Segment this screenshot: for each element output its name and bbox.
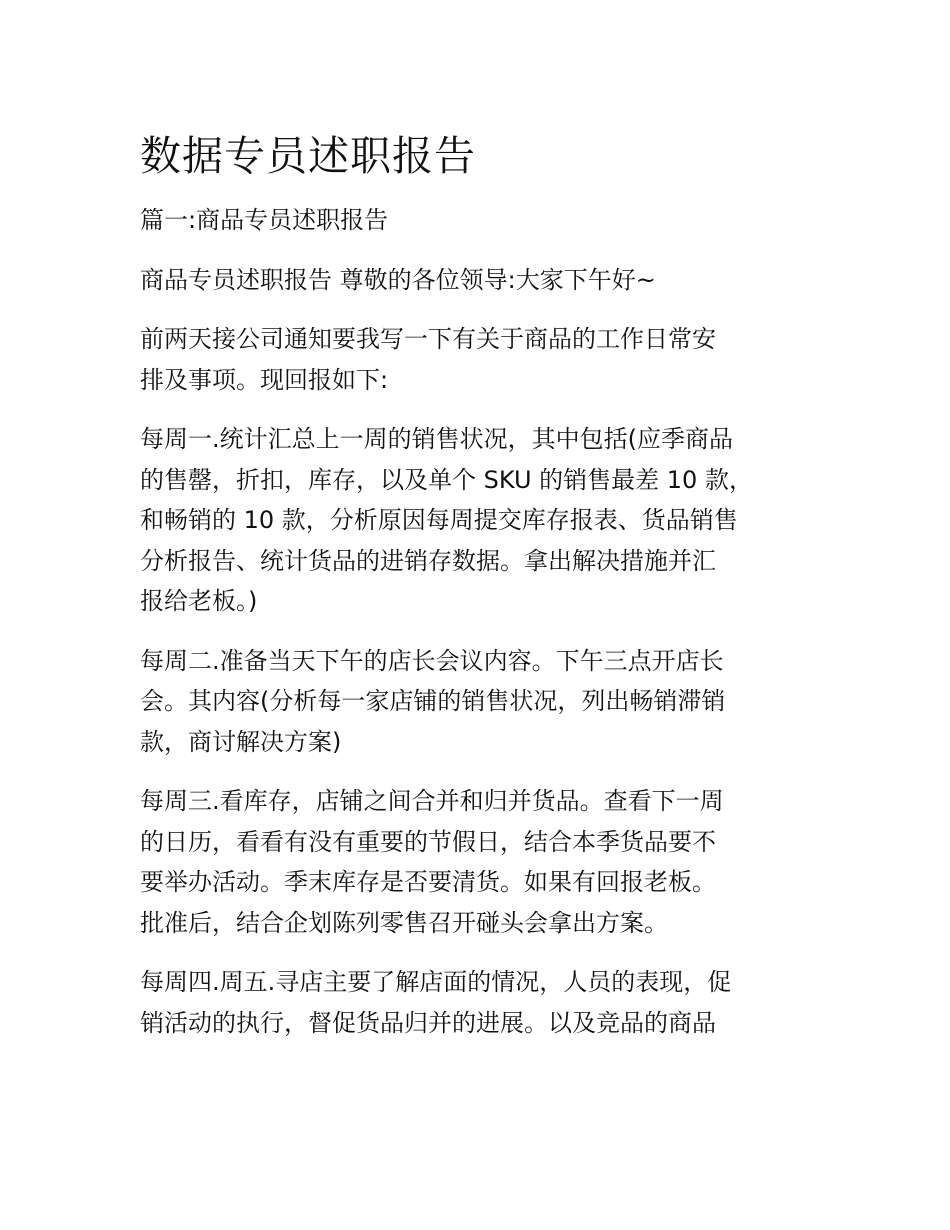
paragraph-tuesday	[140, 641, 812, 763]
paragraph-monday	[140, 419, 812, 622]
paragraph-wednesday	[140, 781, 812, 943]
paragraph-line: 前两天接公司通知要我写一下有关于商品的工作日常安	[140, 325, 716, 353]
paragraph-line: 的售罄，折扣，库存，以及单个 SKU 的销售最差 10 款，	[140, 465, 753, 494]
paragraph-line: 会。其内容(分析每一家店铺的销售状况，列出畅销滞销	[140, 687, 726, 715]
document-title: 数据专员述职报告	[140, 132, 476, 180]
paragraph-line: 每周二.准备当天下午的店长会议内容。下午三点开店长	[140, 646, 724, 675]
paragraph-line: 报给老板。)	[140, 587, 258, 615]
paragraph-intro	[140, 319, 812, 400]
paragraph-line: 销活动的执行，督促货品归并的进展。以及竞品的商品	[140, 1008, 716, 1037]
document-page	[140, 128, 812, 1062]
paragraph-line: 款，商讨解决方案)	[140, 727, 342, 756]
paragraph-line: 每周四.周五.寻店主要了解店面的情况，人员的表现，促	[140, 968, 732, 996]
paragraph-line: 批准后，结合企划陈列零售召开碰头会拿出方案。	[140, 908, 668, 937]
paragraph-line: 分析报告、统计货品的进销存数据。拿出解决措施并汇	[140, 546, 716, 575]
paragraph-greeting	[140, 260, 812, 301]
paragraph-line: 的日历，看看有没有重要的节假日，结合本季货品要不	[140, 827, 716, 856]
paragraph-line: 和畅销的 10 款，分析原因每周提交库存报表、货品销售	[140, 506, 738, 534]
paragraph-line: 篇一:商品专员述职报告	[140, 206, 389, 234]
paragraph-line: 每周一.统计汇总上一周的销售状况，其中包括(应季商品	[140, 425, 733, 453]
paragraph-line: 每周三.看库存，店铺之间合并和归并货品。查看下一周	[140, 787, 724, 815]
paragraph-line: 要举办活动。季末库存是否要清货。如果有回报老板。	[140, 868, 716, 896]
paragraph-line: 排及事项。现回报如下:	[140, 365, 389, 394]
paragraph-line: 商品专员述职报告 尊敬的各位领导:大家下午好~	[140, 265, 656, 294]
paragraph-subtitle	[140, 200, 812, 241]
paragraph-thursday-friday	[140, 962, 812, 1043]
